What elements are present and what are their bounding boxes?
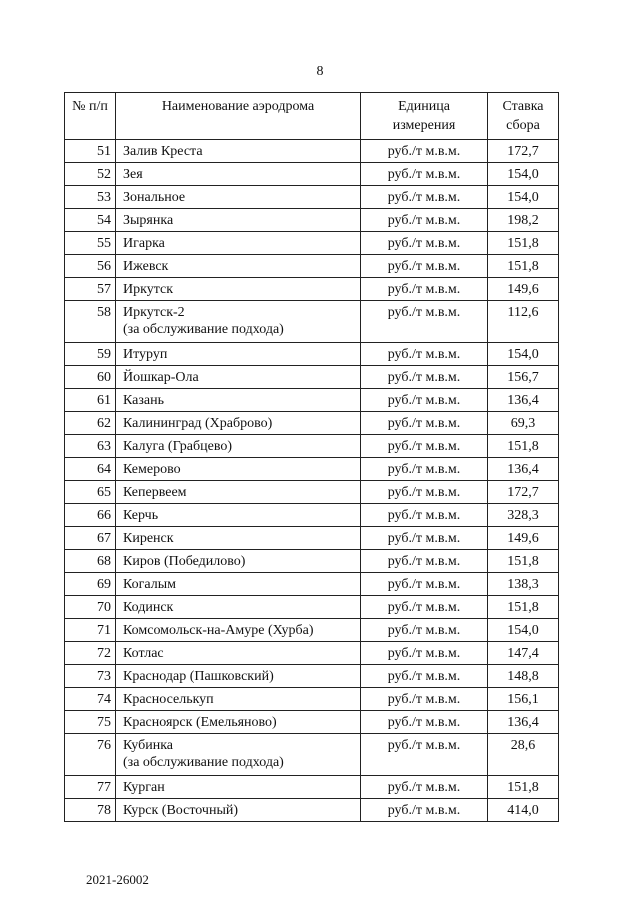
unit-of-measure: руб./т м.в.м. (361, 642, 488, 665)
airport-name-line: Кемерово (123, 461, 181, 477)
airport-name-line: Калуга (Грабцево) (123, 438, 233, 454)
airport-name-line: Казань (123, 392, 164, 408)
row-number: 51 (65, 140, 116, 163)
unit-of-measure: руб./т м.в.м. (361, 232, 488, 255)
unit-of-measure: руб./т м.в.м. (361, 209, 488, 232)
header-airport-name (116, 93, 361, 140)
page-number: 8 (316, 64, 324, 79)
table-row (65, 527, 559, 550)
row-number: 54 (65, 209, 116, 232)
table-row (65, 232, 559, 255)
row-number: 61 (65, 389, 116, 412)
airport-name (116, 642, 361, 665)
unit-of-measure: руб./т м.в.м. (361, 458, 488, 481)
fee-rate: 136,4 (488, 389, 559, 412)
header-unit (361, 93, 488, 140)
unit-of-measure: руб./т м.в.м. (361, 619, 488, 642)
fee-rate: 414,0 (488, 799, 559, 822)
table-row (65, 481, 559, 504)
fee-rate: 328,3 (488, 504, 559, 527)
airport-name-line: Красноселькуп (123, 691, 214, 707)
unit-of-measure: руб./т м.в.м. (361, 504, 488, 527)
table-row (65, 435, 559, 458)
row-number: 70 (65, 596, 116, 619)
unit-of-measure: руб./т м.в.м. (361, 163, 488, 186)
airport-name-line: Залив Креста (123, 143, 203, 159)
fee-rate: 154,0 (488, 619, 559, 642)
header-rate-line2: сбора (506, 118, 540, 133)
airport-name (116, 140, 361, 163)
fee-rate: 198,2 (488, 209, 559, 232)
unit-of-measure: руб./т м.в.м. (361, 550, 488, 573)
unit-of-measure: руб./т м.в.м. (361, 278, 488, 301)
unit-of-measure: руб./т м.в.м. (361, 688, 488, 711)
airport-name (116, 343, 361, 366)
airport-name-line: Кодинск (123, 599, 174, 615)
airport-name-line: Иркутск-2 (123, 305, 185, 320)
fee-rate: 149,6 (488, 527, 559, 550)
unit-of-measure: руб./т м.в.м. (361, 776, 488, 799)
airport-name-line: Зональное (123, 189, 186, 205)
fee-rate: 136,4 (488, 711, 559, 734)
row-number: 52 (65, 163, 116, 186)
airport-name (116, 458, 361, 481)
airport-name-line: Итуруп (123, 346, 168, 362)
header-number (65, 93, 116, 140)
fee-rate: 154,0 (488, 343, 559, 366)
airport-name (116, 504, 361, 527)
airport-name (116, 186, 361, 209)
fee-rate: 112,6 (488, 301, 559, 343)
fee-rate: 69,3 (488, 412, 559, 435)
fee-rate: 149,6 (488, 278, 559, 301)
airport-name-line: Керчь (123, 507, 159, 523)
fee-rate: 151,8 (488, 550, 559, 573)
airport-name (116, 412, 361, 435)
header-unit-line1: Единица (398, 99, 450, 114)
row-number: 67 (65, 527, 116, 550)
airport-name (116, 776, 361, 799)
airport-name-line: Котлас (123, 645, 164, 661)
table-header-row (65, 93, 559, 140)
airport-name (116, 573, 361, 596)
fee-rate: 172,7 (488, 140, 559, 163)
airport-name-line: Когалым (123, 576, 176, 592)
table-row (65, 734, 559, 776)
airport-name-line: Зырянка (123, 212, 174, 228)
table-row (65, 186, 559, 209)
header-number-label: № п/п (72, 99, 108, 114)
airport-name-line: Кубинка (123, 738, 174, 753)
header-rate-line1: Ставка (502, 99, 544, 114)
unit-of-measure: руб./т м.в.м. (361, 186, 488, 209)
fee-rate: 172,7 (488, 481, 559, 504)
airport-name (116, 301, 361, 343)
table-row (65, 504, 559, 527)
airport-name-line: Калининград (Храброво) (123, 415, 273, 431)
airport-name-line: Иркутск (123, 281, 174, 297)
unit-of-measure: руб./т м.в.м. (361, 799, 488, 822)
table-row (65, 688, 559, 711)
table-row (65, 301, 559, 343)
unit-of-measure: руб./т м.в.м. (361, 255, 488, 278)
row-number: 78 (65, 799, 116, 822)
table-row (65, 163, 559, 186)
unit-of-measure: руб./т м.в.м. (361, 527, 488, 550)
header-airport-name-label: Наименование аэродрома (161, 99, 315, 114)
fee-rate: 136,4 (488, 458, 559, 481)
airport-name (116, 255, 361, 278)
table-row (65, 209, 559, 232)
unit-of-measure: руб./т м.в.м. (361, 481, 488, 504)
table-row (65, 711, 559, 734)
airport-name-line: Курск (Восточный) (123, 802, 239, 818)
airport-name-line: Зея (123, 166, 143, 182)
unit-of-measure: руб./т м.в.м. (361, 573, 488, 596)
airport-name (116, 209, 361, 232)
unit-of-measure: руб./т м.в.м. (361, 665, 488, 688)
unit-of-measure: руб./т м.в.м. (361, 711, 488, 734)
row-number: 57 (65, 278, 116, 301)
airport-name (116, 619, 361, 642)
airport-name (116, 481, 361, 504)
fee-rate: 138,3 (488, 573, 559, 596)
airport-name (116, 232, 361, 255)
unit-of-measure: руб./т м.в.м. (361, 343, 488, 366)
row-number: 73 (65, 665, 116, 688)
airport-name (116, 550, 361, 573)
unit-of-measure: руб./т м.в.м. (361, 366, 488, 389)
row-number: 59 (65, 343, 116, 366)
table-row (65, 458, 559, 481)
airport-name (116, 799, 361, 822)
unit-of-measure: руб./т м.в.м. (361, 140, 488, 163)
unit-of-measure: руб./т м.в.м. (361, 301, 488, 343)
airport-name-line: (за обслуживание подхода) (123, 322, 284, 337)
airport-name-line: Красноярск (Емельяново) (123, 714, 277, 730)
fee-rate: 151,8 (488, 776, 559, 799)
row-number: 66 (65, 504, 116, 527)
row-number: 62 (65, 412, 116, 435)
table-row (65, 389, 559, 412)
airport-name (116, 688, 361, 711)
table-row (65, 140, 559, 163)
fee-rate: 151,8 (488, 435, 559, 458)
airport-name (116, 389, 361, 412)
airport-name (116, 596, 361, 619)
fee-rate: 151,8 (488, 596, 559, 619)
airport-name (116, 527, 361, 550)
unit-of-measure: руб./т м.в.м. (361, 435, 488, 458)
airport-name-line: Киренск (123, 530, 174, 546)
table-row (65, 799, 559, 822)
fee-rate: 154,0 (488, 186, 559, 209)
airport-fees-table (64, 92, 559, 822)
header-unit-line2: измерения (392, 118, 456, 133)
row-number: 55 (65, 232, 116, 255)
fee-rate: 154,0 (488, 163, 559, 186)
fee-rate: 151,8 (488, 232, 559, 255)
airport-name-line: Краснодар (Пашковский) (123, 668, 274, 684)
fee-rate: 156,1 (488, 688, 559, 711)
airport-name-line: Игарка (123, 235, 165, 251)
fee-rate: 147,4 (488, 642, 559, 665)
airport-name (116, 278, 361, 301)
airport-name-line: Йошкар-Ола (123, 369, 199, 385)
table-row (65, 596, 559, 619)
document-code: 2021-26002 (86, 872, 149, 887)
table-row (65, 665, 559, 688)
airport-name-line: Киров (Победилово) (123, 553, 246, 569)
unit-of-measure: руб./т м.в.м. (361, 389, 488, 412)
row-number: 75 (65, 711, 116, 734)
row-number: 69 (65, 573, 116, 596)
row-number: 64 (65, 458, 116, 481)
table-row (65, 366, 559, 389)
row-number: 53 (65, 186, 116, 209)
airport-name-line: Кепервеем (123, 484, 187, 500)
table-row (65, 776, 559, 799)
airport-name (116, 163, 361, 186)
row-number: 77 (65, 776, 116, 799)
table-row (65, 573, 559, 596)
airport-name-line: (за обслуживание подхода) (123, 755, 284, 770)
table-row (65, 343, 559, 366)
row-number: 58 (65, 301, 116, 343)
table-row (65, 642, 559, 665)
row-number: 56 (65, 255, 116, 278)
row-number: 68 (65, 550, 116, 573)
unit-of-measure: руб./т м.в.м. (361, 412, 488, 435)
row-number: 65 (65, 481, 116, 504)
fee-rate: 28,6 (488, 734, 559, 776)
unit-of-measure: руб./т м.в.м. (361, 596, 488, 619)
table-row (65, 619, 559, 642)
row-number: 63 (65, 435, 116, 458)
table-row (65, 278, 559, 301)
airport-name (116, 734, 361, 776)
airport-name-line: Курган (123, 779, 165, 795)
unit-of-measure: руб./т м.в.м. (361, 734, 488, 776)
airport-name-line: Ижевск (123, 258, 169, 274)
row-number: 74 (65, 688, 116, 711)
fee-rate: 151,8 (488, 255, 559, 278)
airport-name (116, 435, 361, 458)
fee-rate: 156,7 (488, 366, 559, 389)
header-rate (488, 93, 559, 140)
row-number: 76 (65, 734, 116, 776)
table-row (65, 412, 559, 435)
airport-name (116, 366, 361, 389)
table-row (65, 550, 559, 573)
table-row (65, 255, 559, 278)
row-number: 60 (65, 366, 116, 389)
row-number: 71 (65, 619, 116, 642)
airport-name (116, 711, 361, 734)
airport-name-line: Комсомольск-на-Амуре (Хурба) (123, 622, 314, 638)
row-number: 72 (65, 642, 116, 665)
airport-name (116, 665, 361, 688)
table-body (65, 140, 559, 822)
fee-rate: 148,8 (488, 665, 559, 688)
